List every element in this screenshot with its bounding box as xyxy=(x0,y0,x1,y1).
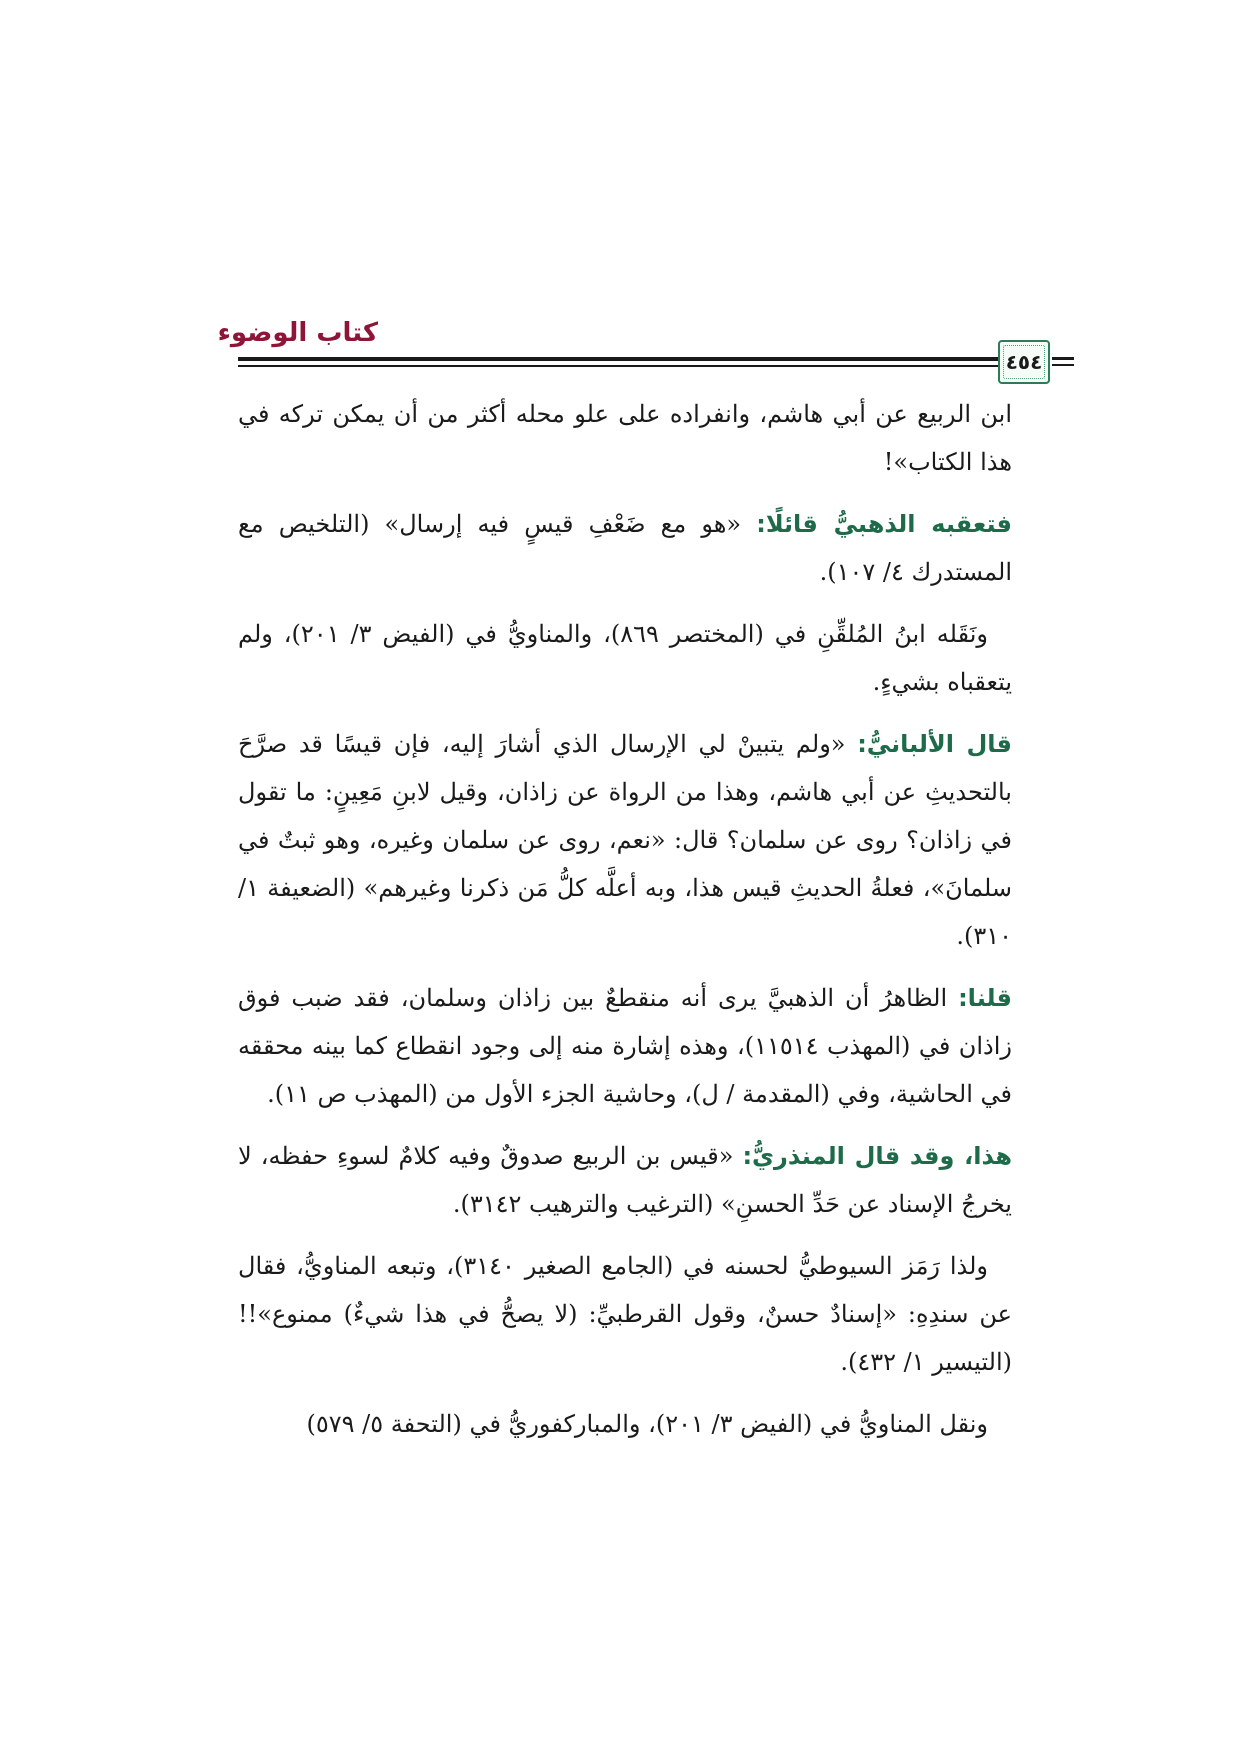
paragraph-text: ونَقَله ابنُ المُلقِّنِ في (المختصر ٨٦٩)، والمناويُّ في (الفيض ٣/ ٢٠١)، ولم يتعقباه بشيءٍ. xyxy=(238,620,1012,696)
paragraph-text: «قيس بن الربيع صدوقٌ وفيه كلامٌ لسوءِ حفظه، لا يخرجُ الإسناد عن حَدِّ الحسنِ» (الترغيب والترهيب ٣١٤٢). xyxy=(238,1142,1012,1218)
paragraph-lead: قال الألبانيُّ: xyxy=(857,730,1012,758)
page-number-badge xyxy=(998,340,1050,384)
paragraph-continuation xyxy=(238,390,1012,486)
paragraph-lead: هذا، وقد قال المنذريُّ: xyxy=(742,1142,1013,1170)
paragraph-text: «ولم يتبينْ لي الإرسال الذي أشارَ إليه، فإن قيسًا قد صرَّحَ بالتحديثِ عن أبي هاشم، وهذا من الرواة عن زاذان، وقيل لابنِ مَعِينٍ: ما تقول في زاذان؟ روى عن سلمان؟ قال: «نعم، روى عن سلمان وغيره، وهو ثبتٌ في سلمانَ»، فعلةُ الحديثِ قيس هذا، وبه أعلَّه كلُّ مَن ذكرنا وغيرهم» (الضعيفة ١/ ٣١٠). xyxy=(238,730,1013,950)
paragraph-text: الظاهرُ أن الذهبيَّ يرى أنه منقطعٌ بين زاذان وسلمان، فقد ضبب فوق زاذان في (المهذب ١١٥١٤)، وهذه إشارة منه إلى وجود انقطاع كما بينه محققه في الحاشية، وفي (المقدمة / ل)، وحاشية الجزء الأول من (المهذب ص ١١). xyxy=(238,984,1012,1108)
paragraph-suyuti xyxy=(238,1242,1012,1386)
paragraph-text: ولذا رَمَز السيوطيُّ لحسنه في (الجامع الصغير ٣١٤٠)، وتبعه المناويُّ، فقال عن سندِهِ: «إسنادٌ حسنٌ، وقول القرطبيِّ: (لا يصحُّ في هذا شيءٌ) ممنوع»!! (التيسير ١/ ٤٣٢). xyxy=(238,1252,1012,1376)
header-rule-thin xyxy=(238,365,998,367)
paragraph-dhahabi-comment xyxy=(238,500,1012,596)
header-rule-end xyxy=(1052,357,1074,360)
body-text xyxy=(238,390,1012,1462)
paragraph-text: ونقل المناويُّ في (الفيض ٣/ ٢٠١)، والمباركفوريُّ في (التحفة ٥/ ٥٧٩) xyxy=(306,1410,988,1438)
paragraph-mundhiri xyxy=(238,1132,1012,1228)
paragraph-albani xyxy=(238,720,1012,960)
paragraph-transmission xyxy=(238,610,1012,706)
running-header-title: كتاب الوضوء xyxy=(217,318,378,348)
header-rule xyxy=(238,357,998,361)
paragraph-lead: قلنا: xyxy=(958,984,1012,1012)
paragraph-munawi xyxy=(238,1400,1012,1448)
paragraph-lead: فتعقبه الذهبيُّ قائلًا: xyxy=(756,510,1012,538)
header-rule-end-thin xyxy=(1052,364,1074,366)
paragraph-text: «هو مع ضَعْفِ قيسٍ فيه إرسال» (التلخيص مع المستدرك ٤/ ١٠٧). xyxy=(238,510,1012,586)
paragraph-text: ابن الربيع عن أبي هاشم، وانفراده على علو محله أكثر من أن يمكن تركه في هذا الكتاب»! xyxy=(238,400,1012,476)
paragraph-qulna xyxy=(238,974,1012,1118)
page-number: ٤٥٤ xyxy=(1005,350,1043,374)
